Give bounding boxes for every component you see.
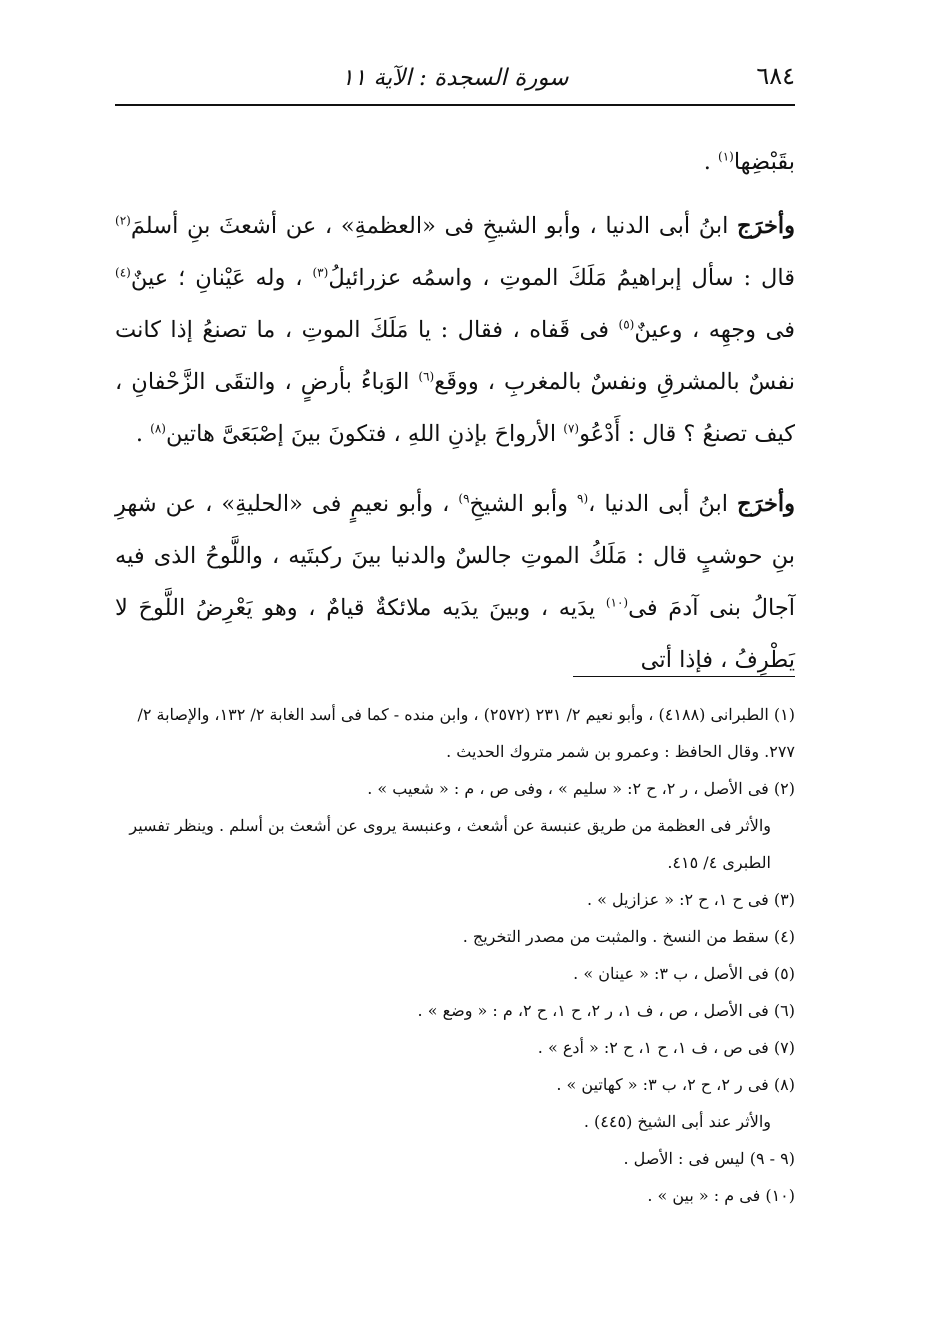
text-run: ، وله عَيْنانِ ؛ عينٌ	[130, 265, 313, 291]
header-title: سورة السجدة : الآية ١١	[341, 65, 569, 91]
footnote-8-note: والأثر عند أبى الشيخ (٤٤٥) .	[583, 1112, 771, 1131]
lead-word: وأخرَج	[737, 491, 795, 517]
paragraph-ashath	[115, 200, 795, 460]
lead-word: وأخرَج	[737, 213, 795, 239]
footnote-2: (٢) فى الأصل ، ر ٢، ح ٢: « سليم » ، وفى ص ، م : « شعيب » .	[367, 779, 795, 798]
main-text	[115, 136, 795, 704]
footnote-ref: (١)	[718, 149, 734, 164]
text-run: ، وأبو نعيمٍ فى «الحليةِ» ، عن شهرِ بنِ حوشبٍ قال : مَلَكُ الموتِ جالسٌ والدنيا بينَ ركبتَيه ، واللَّوحُ الذى فيه آجالُ بنى آدمَ فى	[115, 491, 795, 621]
footnote-ref: (٢)	[115, 213, 131, 228]
footnote-ref: (٣)	[312, 265, 329, 280]
text-run: .	[703, 149, 718, 175]
footnote-3: (٣) فى ح ١، ح ٢: « عزازيل » .	[586, 890, 795, 909]
paragraph-continuation	[115, 136, 795, 188]
text-run: فى قَفاه ، فقال : يا مَلَكَ الموتِ ، ما تصنعُ إذا كانت نفسٌ بالمشرقِ ونفسٌ بالمغربِ ، ووقَع	[115, 317, 795, 395]
text-run: الوَباءُ بأرضٍ ، والتقَى الزَّحْفانِ ، كيف تصنعُ ؟ قال : أَدْعُو	[115, 369, 795, 447]
text-run: ابنُ أبى الدنيا ، وأبو الشيخِ فى «العظمةِ» ، عن أشعثَ بنِ أسلمَ	[130, 213, 738, 239]
text-run: وأبو الشيخِ	[469, 491, 577, 517]
footnote-separator	[573, 676, 795, 677]
text-run: قال : سأل إبراهيمُ مَلَكَ الموتِ ، واسمُه عزرائيلُ	[328, 265, 796, 291]
footnote-ref: (٧)	[563, 421, 580, 436]
footnote-ref: (٥)	[618, 317, 635, 332]
header-rule	[115, 104, 795, 106]
footnote-5: (٥) فى الأصل ، ب ٣: « عينان » .	[573, 964, 795, 983]
footnote-ref: (١٠)	[605, 595, 629, 610]
footnote-4: (٤) سقط من النسخ . والمثبت من مصدر التخريج .	[462, 927, 795, 946]
footnote-ref: (٨)	[150, 421, 166, 436]
footnote-6: (٦) فى الأصل ، ص ، ف ١، ر ٢، ح ١، ح ٢، م : « وضع » .	[417, 1001, 795, 1020]
footnote-10: (١٠) فى م : « بين » .	[647, 1186, 795, 1205]
text-run: .	[135, 421, 151, 447]
footnote-8: (٨) فى ر ٢، ح ٢، ب ٣: « كهاتين » .	[556, 1075, 795, 1094]
footnote-ref: ٩)	[458, 491, 470, 506]
footnote-2-note: والأثر فى العظمة من طريق عنبسة عن أشعث ، وعنبسة يروى عن أشعث بن أسلم . وينظر تفسير الطبرى ٤/ ٤١٥.	[129, 816, 771, 872]
paragraph-shahr	[115, 478, 795, 686]
footnote-7: (٧) فى ص ، ف ١، ح ١، ح ٢: « أدع » .	[537, 1038, 795, 1057]
page-number: ٦٨٤	[756, 62, 795, 90]
footnote-1: (١) الطبرانى (٤١٨٨) ، وأبو نعيم ٢/ ٢٣١ (٢٥٧٢) ، وابن منده - كما فى أسد الغابة ٢/ ١٣٢، والإصابة ٢/ ٢٧٧. وقال الحافظ : وعمرو بن شمر متروك الحديث .	[137, 705, 795, 761]
text-run: فى وجهِه ، وعينٌ	[634, 317, 795, 343]
footnote-ref: (٦)	[418, 369, 435, 384]
footnote-9: (٩ - ٩) ليس فى : الأصل .	[623, 1149, 795, 1168]
text-run: بقَبْضِها	[733, 149, 795, 175]
text-run: ابنُ أبى الدنيا ،	[588, 491, 738, 517]
text-run: يدَيه ، وبينَ يدَيه ملائكةٌ قيامٌ ، وهو يَعْرِضُ اللَّوحَ لا يَطْرِفُ ، فإذا أتى	[115, 595, 795, 673]
footnotes	[115, 696, 795, 1214]
footnote-ref: (٩	[576, 491, 589, 506]
running-header	[115, 58, 795, 98]
text-run: الأرواحَ بإذنِ اللهِ ، فتكونَ بينَ إصْبَعَىَّ هاتين	[165, 421, 564, 447]
footnote-ref: (٤)	[115, 265, 131, 280]
